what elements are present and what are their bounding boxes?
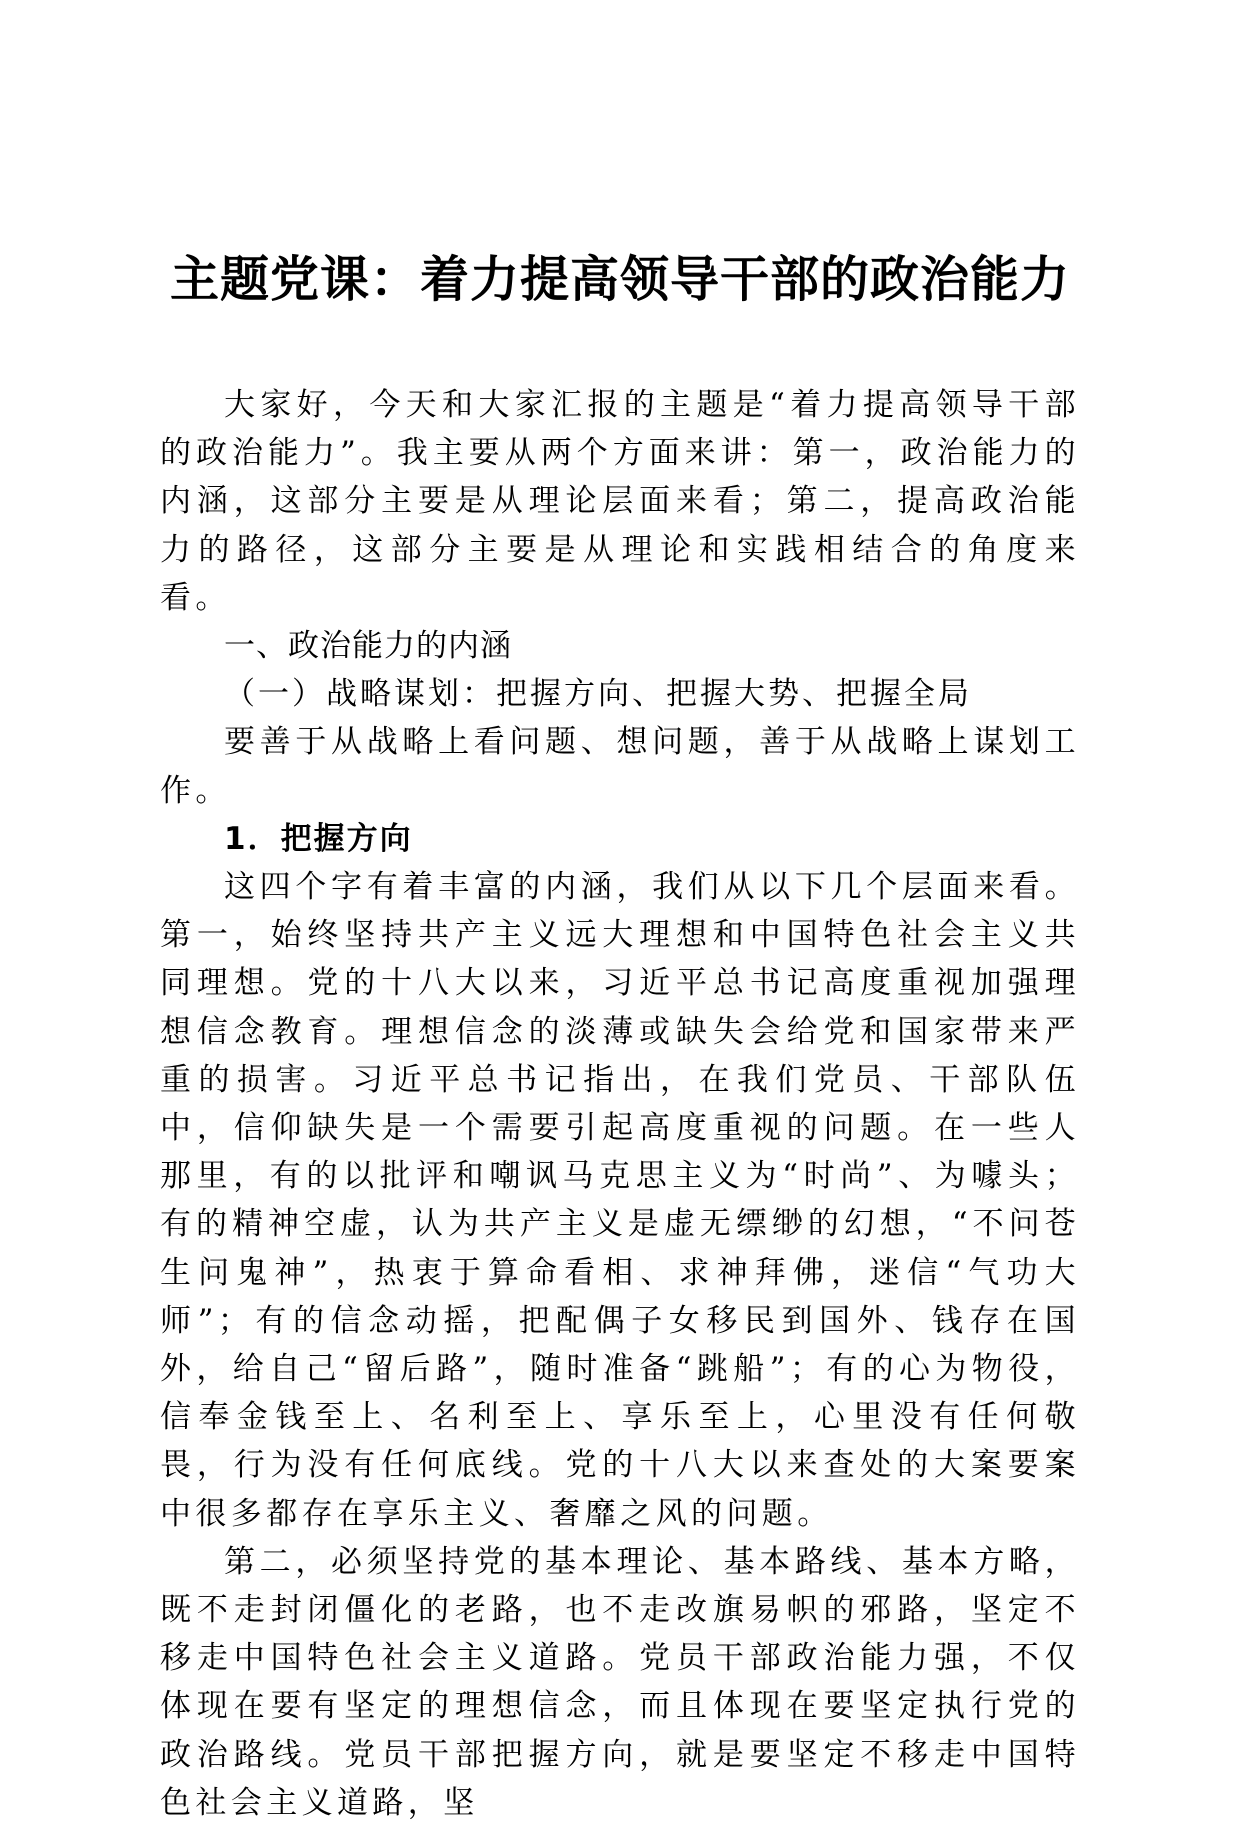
point-heading: 1．把握方向 — [224, 820, 413, 857]
document-title: 主题党课：着力提高领导干部的政治能力 — [169, 251, 1070, 308]
intro-paragraph: 大家好，今天和大家汇报的主题是“着力提高领导干部的政治能力”。我主要从两个方面来讲：第一，政治能力的内涵，这部分主要是从理论层面来看；第二，提高政治能力的路径，这部分主要是从理论和实践相结合的角度来看。 — [160, 387, 1080, 616]
body-paragraph: 这四个字有着丰富的内涵，我们从以下几个层面来看。第一，始终坚持共产主义远大理想和中国特色社会主义共同理想。党的十八大以来，习近平总书记高度重视加强理想信念教育。理想信念的淡薄或缺失会给党和国家带来严重的损害。习近平总书记指出，在我们党员、干部队伍中，信仰缺失是一个需要引起高度重视的问题。在一些人那里，有的以批评和嘲讽马克思主义为“时尚”、为噱头；有的精神空虚，认为共产主义是虚无缥缈的幻想，“不问苍生问鬼神”，热衷于算命看相、求神拜佛，迷信“气功大师”；有的信念动摇，把配偶子女移民到国外、钱存在国外，给自己“留后路”，随时准备“跳船”；有的心为物役，信奉金钱至上、名利至上、享乐至上，心里没有任何敬畏，行为没有任何底线。党的十八大以来查处的大案要案中很多都存在享乐主义、奢靡之风的问题。 — [160, 869, 1080, 1532]
subsection-lead-paragraph: 要善于从战略上看问题、想问题，善于从战略上谋划工作。 — [160, 724, 1080, 809]
section-heading: 一、政治能力的内涵 — [224, 628, 512, 665]
document-body — [160, 381, 1080, 1827]
body-paragraph: 第二，必须坚持党的基本理论、基本路线、基本方略，既不走封闭僵化的老路，也不走改旗易帜的邪路，坚定不移走中国特色社会主义道路。党员干部政治能力强，不仅体现在要有坚定的理想信念，而且体现在要坚定执行党的政治路线。党员干部把握方向，就是要坚定不移走中国特色社会主义道路，坚 — [160, 1543, 1080, 1821]
subsection-heading: （一）战略谋划：把握方向、把握大势、把握全局 — [224, 676, 972, 713]
